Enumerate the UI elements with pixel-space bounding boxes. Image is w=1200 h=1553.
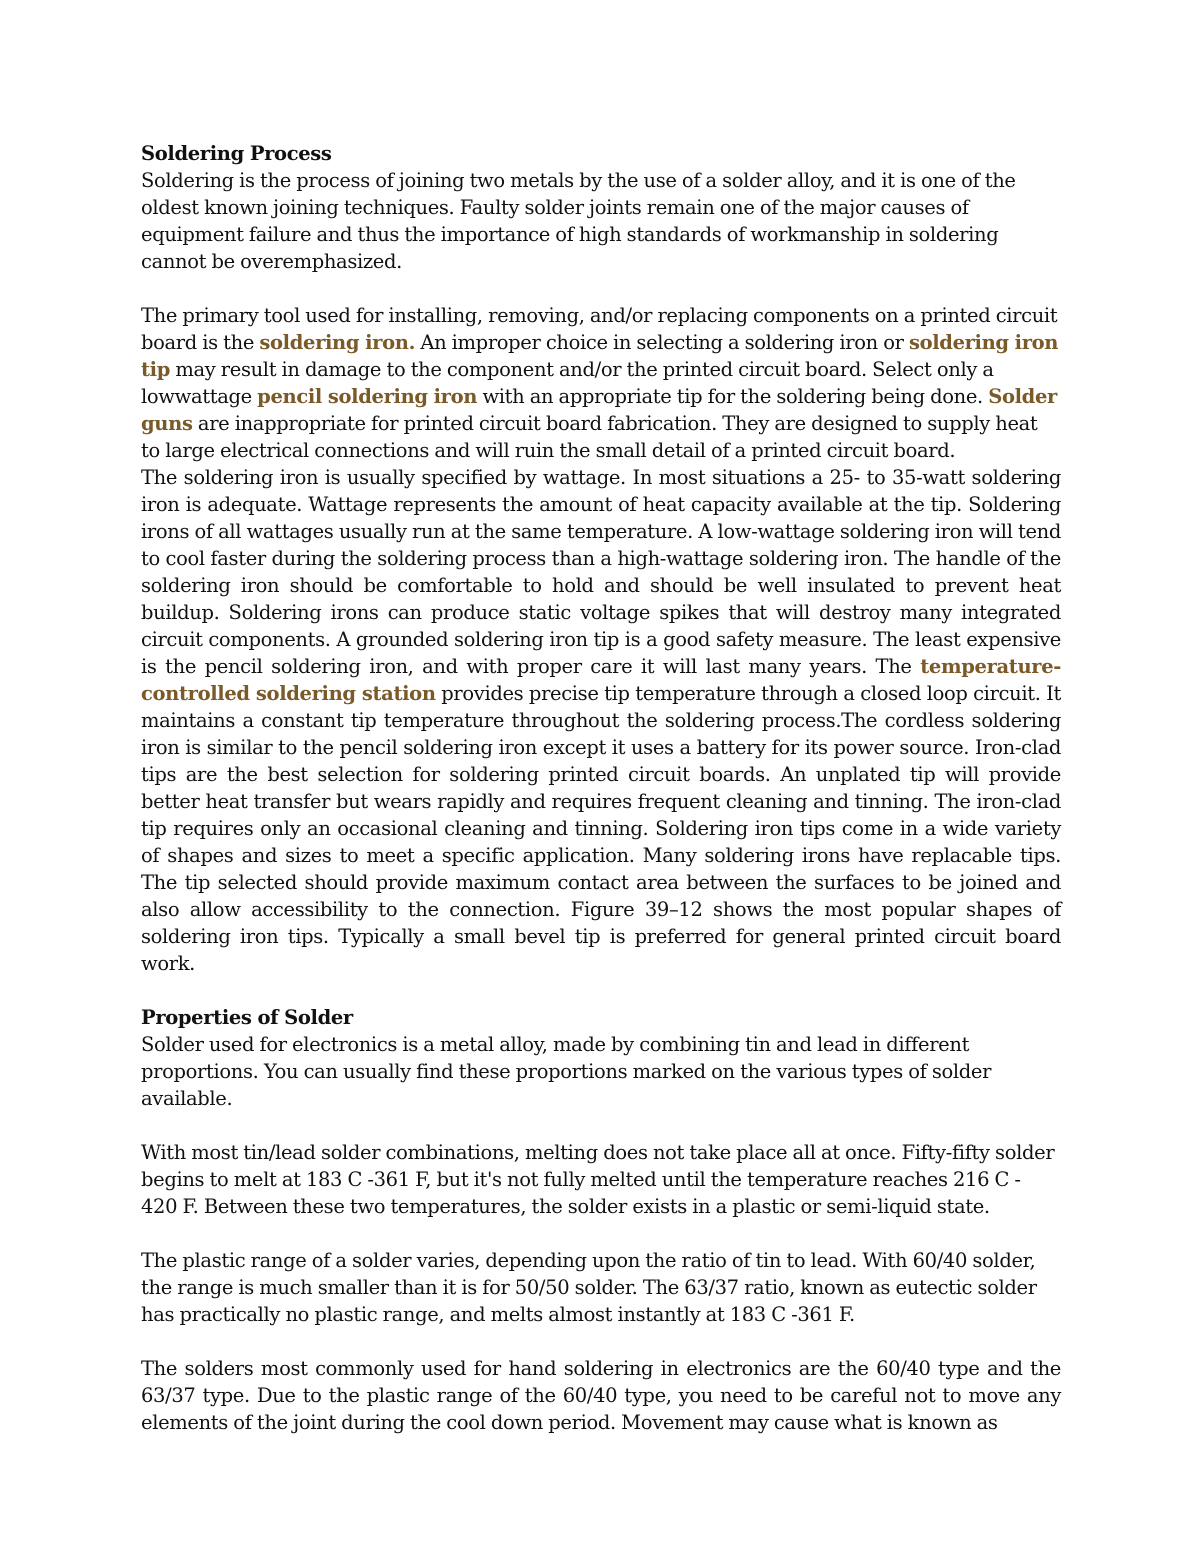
section-heading-properties-of-solder: Properties of Solder bbox=[141, 1006, 353, 1029]
keyword-link-temperature-controlled-station[interactable]: temperature-controlled soldering station bbox=[141, 655, 1061, 705]
paragraph-solder-alloy: Solder used for electronics is a metal alloy, made by combining tin and lead in different proportions. You can usually find these proportions marked on the various types of solder available. bbox=[141, 1033, 992, 1110]
paragraph-melting: With most tin/lead solder combinations, melting does not take place all at once. Fifty-fifty solder begins to melt at 183 C -361 F, but it's not fully melted until the temperature reaches 216 C - 420 F. Between these two temperatures, the solder exists in a plastic or semi-liquid state. bbox=[141, 1141, 1055, 1218]
document-page bbox=[141, 140, 1061, 1436]
keyword-link-soldering-iron[interactable]: soldering iron. bbox=[259, 331, 416, 354]
paragraph-plastic-range: The plastic range of a solder varies, depending upon the ratio of tin to lead. With 60/40 solder, the range is much smaller than it is for 50/50 solder. The 63/37 ratio, known as eutectic solder has practically no plastic range, and melts almost instantly at 183 C -361 F. bbox=[141, 1249, 1037, 1326]
text-run: may result in damage to the component and/or the printed circuit board. Select only a lowwattage bbox=[141, 358, 994, 408]
text-run: The primary tool used for installing, removing, and/or replacing components on a printed circuit board is the bbox=[141, 304, 1058, 354]
paragraph-soldering-intro: Soldering is the process of joining two metals by the use of a solder alloy, and it is one of the oldest known joining techniques. Faulty solder joints remain one of the major causes of equipment failure and thus the importance of high standards of workmanship in soldering cannot be overemphasized. bbox=[141, 169, 1016, 273]
section-heading-soldering-process: Soldering Process bbox=[141, 142, 332, 165]
keyword-link-pencil-soldering-iron[interactable]: pencil soldering iron bbox=[257, 385, 478, 408]
paragraph-wattage bbox=[141, 464, 1061, 977]
text-run: are inappropriate for printed circuit board fabrication. They are designed to supply heat to large electrical connections and will ruin the small detail of a printed circuit board. bbox=[141, 412, 1038, 462]
text-run: The soldering iron is usually specified by wattage. In most situations a 25- to 35-watt soldering iron is adequate. Wattage represents the amount of heat capacity available at the tip. Soldering irons of all wattages usually run at the same temperature. A low-wattage soldering iron will tend to cool faster during the soldering process than a high-wattage soldering iron. The handle of the soldering iron should be comfortable to hold and should be well insulated to prevent heat buildup. Soldering irons can produce static voltage spikes that will destroy many integrated circuit components. A grounded soldering iron tip is a good safety measure. The least expensive is the pencil soldering iron, and with proper care it will last many years. The bbox=[141, 466, 1061, 678]
text-run: with an appropriate tip for the soldering being done. bbox=[477, 385, 989, 408]
keyword-link-solder-guns[interactable]: Solder guns bbox=[141, 385, 1057, 435]
paragraph-common-solders: The solders most commonly used for hand soldering in electronics are the 60/40 type and the 63/37 type. Due to the plastic range of the 60/40 type, you need to be careful not to move any elements of the joint during the cool down period. Movement may cause what is known as bbox=[141, 1357, 1061, 1434]
keyword-link-soldering-iron-tip[interactable]: soldering iron tip bbox=[141, 331, 1059, 381]
paragraph-primary-tool bbox=[141, 302, 1061, 464]
text-run: An improper choice in selecting a soldering iron or bbox=[415, 331, 909, 354]
text-run: provides precise tip temperature through a closed loop circuit. It maintains a constant tip temperature throughout the soldering process.The cordless soldering iron is similar to the pencil soldering iron except it uses a battery for its power source. Iron-clad tips are the best selection for soldering printed circuit boards. An unplated tip will provide better heat transfer but wears rapidly and requires frequent cleaning and tinning. The iron-clad tip requires only an occasional cleaning and tinning. Soldering iron tips come in a wide variety of shapes and sizes to meet a specific application. Many soldering irons have replacable tips. The tip selected should provide maximum contact area between the surfaces to be joined and also allow accessibility to the connection. Figure 39–12 shows the most popular shapes of soldering iron tips. Typically a small bevel tip is preferred for general printed circuit board work. bbox=[141, 682, 1061, 975]
